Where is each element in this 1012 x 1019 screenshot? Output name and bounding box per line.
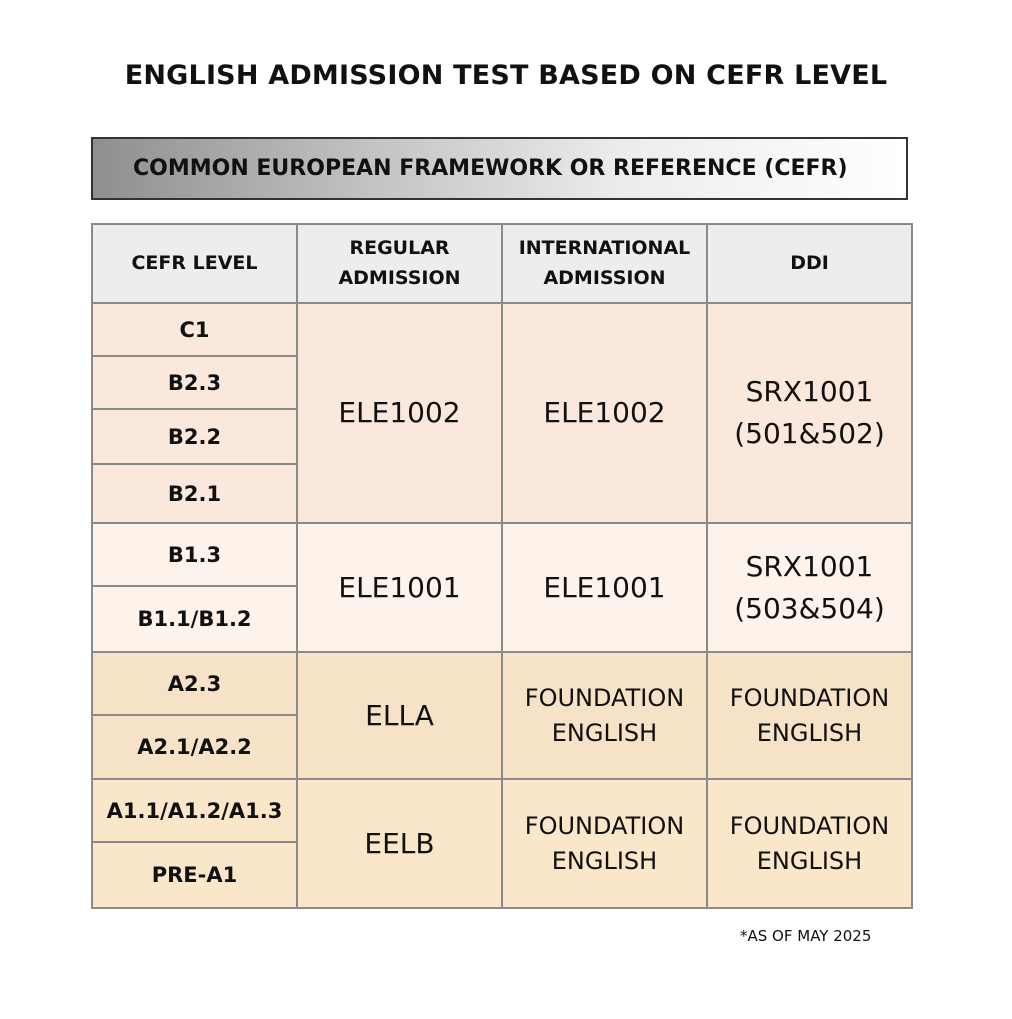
regular-admission-cell: ELLA xyxy=(297,652,502,779)
international-admission-cell xyxy=(502,652,707,779)
banner-text: COMMON EUROPEAN FRAMEWORK OR REFERENCE (CEFR) xyxy=(133,156,848,181)
english-label: ENGLISH xyxy=(756,846,863,875)
table-row xyxy=(92,779,912,842)
level-cell: B1.1/B1.2 xyxy=(92,586,297,652)
level-cell: A1.1/A1.2/A1.3 xyxy=(92,779,297,842)
regular-admission-cell: EELB xyxy=(297,779,502,908)
header-ddi: DDI xyxy=(707,224,912,303)
ddi-cell xyxy=(707,652,912,779)
level-cell: PRE-A1 xyxy=(92,842,297,908)
foundation-label: FOUNDATION xyxy=(729,683,890,712)
table-row xyxy=(92,523,912,586)
level-cell: B1.3 xyxy=(92,523,297,586)
english-label: ENGLISH xyxy=(551,846,658,875)
ddi-course-sections: (501&502) xyxy=(734,417,885,450)
ddi-cell xyxy=(707,303,912,523)
framework-banner xyxy=(91,137,908,200)
page-title: ENGLISH ADMISSION TEST BASED ON CEFR LEVEL xyxy=(124,60,888,91)
table-row xyxy=(92,652,912,715)
international-admission-cell: ELE1002 xyxy=(502,303,707,523)
level-cell: C1 xyxy=(92,303,297,356)
footnote: *AS OF MAY 2025 xyxy=(740,927,872,945)
foundation-label: FOUNDATION xyxy=(524,811,685,840)
ddi-course-code: SRX1001 xyxy=(745,549,874,583)
header-row xyxy=(92,224,912,303)
foundation-label: FOUNDATION xyxy=(524,683,685,712)
level-cell: B2.2 xyxy=(92,409,297,464)
english-label: ENGLISH xyxy=(756,718,863,747)
ddi-cell xyxy=(707,523,912,652)
english-label: ENGLISH xyxy=(551,718,658,747)
international-admission-cell: ELE1001 xyxy=(502,523,707,652)
header-international-admission: INTERNATIONAL ADMISSION xyxy=(502,224,707,303)
table-row xyxy=(92,303,912,356)
regular-admission-cell: ELE1001 xyxy=(297,523,502,652)
international-admission-cell xyxy=(502,779,707,908)
header-regular-admission: REGULAR ADMISSION xyxy=(297,224,502,303)
ddi-cell xyxy=(707,779,912,908)
regular-admission-cell: ELE1002 xyxy=(297,303,502,523)
header-cefr-level: CEFR LEVEL xyxy=(92,224,297,303)
ddi-course-sections: (503&504) xyxy=(734,591,885,625)
level-cell: A2.3 xyxy=(92,652,297,715)
level-cell: B2.1 xyxy=(92,464,297,523)
level-cell: B2.3 xyxy=(92,356,297,409)
foundation-label: FOUNDATION xyxy=(729,811,890,840)
cefr-table xyxy=(91,223,913,909)
ddi-course-code: SRX1001 xyxy=(745,375,874,408)
level-cell: A2.1/A2.2 xyxy=(92,715,297,779)
